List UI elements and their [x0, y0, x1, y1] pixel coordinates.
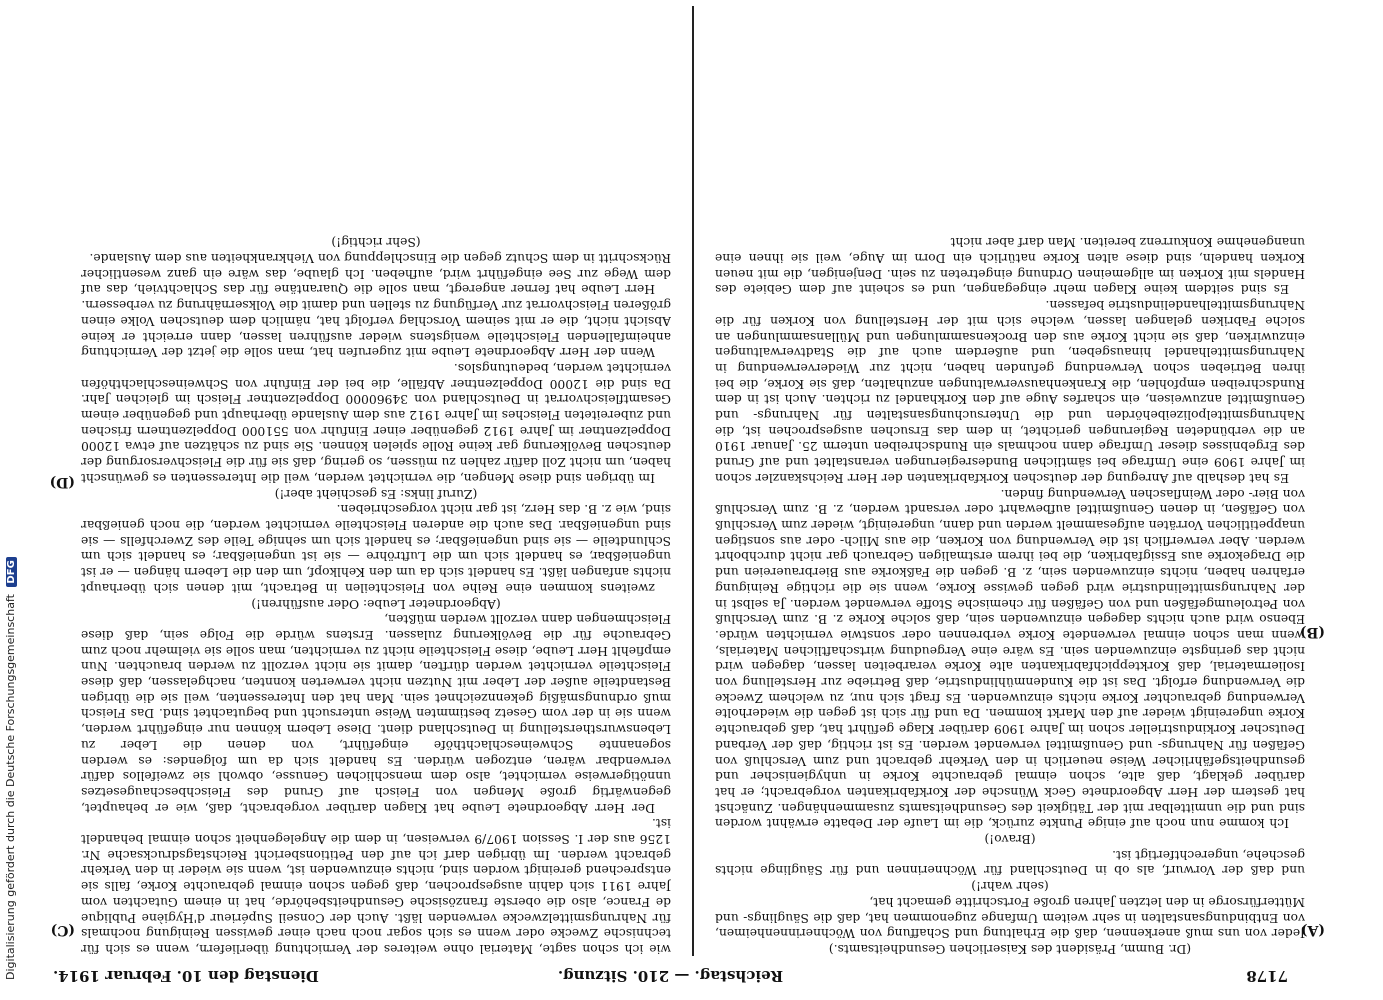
paragraph: Es sind seitdem keine Klagen mehr eingegangen, und es scheint auf dem Gebiete des Handels mit Korken im allgemeinen Ordnung eingetreten zu sein. Denjenigen, die mit neuen Korken handeln, sind diese alten Korke natürlich ein Dorn im Auge, weil sie ihnen eine unangenehme Konkurrenz bereiten. Man darf aber nicht: [715, 235, 1305, 297]
paragraph: Herr Leube hat ferner angeregt, man solle die Quarantäne für das Schlachtvieh, das auf dem Wege zur See eingeführt wird, aufheben. Ich glaube, das wäre ein ganz wesentlicher Rückschritt in dem Schutz gegen die Einschleppung von Viehkrankheiten aus dem Auslande.: [81, 251, 671, 297]
paragraph: Im übrigen sind diese Mengen, die vernichtet werden, weil die Interessenten es gewünscht haben, um nicht Zoll dafür zahlen zu müssen, so gering, daß sie für die Fleischversorgung der deutschen Bevölkerung gar keine Rolle spielen können. Sie sind zu schätzen auf etwa 12000 Doppelzentner im Jahre 1912 gegenüber einer Einfuhr von 551000 Doppelzentnern frischen und zubereiteten Fleisches im Jahre 1912 aus dem Auslande überhaupt und gegenüber einem Gesamtfleischvorrat in Deutschland von 34960000 Doppelzentner Fleisch im gleichen Jahr. Da sind die 12000 Doppelzentner Abfälle, die bei der Einfuhr von Schweineschlachthöfen vernichtet werden, bedeutungslos.: [81, 360, 671, 485]
paragraph: Es hat deshalb auf Anregung der deutschen Korkfabrikanten der Herr Reichskanzler schon im Jahre 1909 eine Umfrage bei sämtlichen Bundesregierungen veranstaltet und auf Grund des Ergebnisses dieser Umfrage dann nochmals ein Rundschreiben unterm 25. Januar 1910 an die verbündeten Regierungen gerichtet, in dem das Ersuchen ausgesprochen ist, die Nahrungsmittelpolizeibehörden und die Untersuchungsanstalten für Nahrungs- und Genußmittel anzuweisen, ein scharfes Auge auf den Korkhandel zu richten. Auch ist in dem Rundschreiben empfohlen, die Krankenhausverwaltungen anzuhalten, daß sie Korke, die bei ihren Betrieben schon Verwendung gefunden haben, nicht zur Wiederverwendung in Nahrungsmittelhandel hinausgeben, und außerdem auch auf die Stadtverwaltungen einzuwirken, daß sie nicht Korke aus den Brockensammlungen und Müllansammlungen an solche Fabriken gelangen lassen, welche sich mit der Herstellung von Korken für die Nahrungsmittelhandelindustrie befassen.: [715, 298, 1305, 485]
paragraph: (Zuruf links: Es geschieht aber!): [274, 486, 478, 501]
paragraph: (Dr. Bumm, Präsident des Kaiserlichen Gesundheitsamts.): [828, 942, 1192, 956]
credit-text: Digitalisierung gefördert durch die Deutsche Forschungsgemeinschaft: [4, 594, 17, 980]
paragraph: Wenn der Herr Abgeordnete Leube mit zugerufen hat, man solle die jetzt der Vernichtung anheimfallenden Fleischteile wenigstens wieder ausführen lassen, dann erreicht er keine Absicht nicht, die er mit seinem Vorschlag verfolgt hat, nämlich dem deutschen Volke einen größeren Fleischvorrat zur Verfügung zu stellen und damit die Volksernährung zu verbessern.: [81, 298, 671, 360]
paragraph: wie ich schon sagte, Material ohne weiteres der Vernichtung überliefern, wenn es sich für technische Zwecke oder wenn es sich sogar noch nach einer gewissen Reinigung nochmals für Nahrungsmittelzwecke verwenden läßt. Auch der Conseil Supérieur d'Hygiène Publique de France, also die oberste französische Gesundheitsbehörde, hat in einem Gutachten vom Jahre 1911 sich dahin ausgesprochen, daß gegen schon einmal gebrauchte Korke, falls sie entsprechend gereinigt worden sind, nichts einzuwenden ist, wenn sie wieder in den Verkehr gebracht werden. Im übrigen darf ich auf den Petitionsbericht Reichstagsdrucksache Nr. 1256 aus der I. Session 1907/9 verweisen, in dem die Angelegenheit schon einmal behandelt ist.: [81, 816, 671, 956]
paragraph: Der Herr Abgeordnete Leube hat Klagen darüber vorgebracht, daß, wie er behauptet, gegenwärtig große Mengen von Fleisch auf Grund des Fleischbeschaugesetzes unnötigerweise vernichtet, also dem menschlichen Genusse, obwohl sie zweifellos dafür verwendbar wären, entzogen würden. Es handelt sich da um folgendes: es werden sogenannte Schweineschlachthöfe eingeführt, von denen die Leber zu Lebenswurstherstellung in Deutschland dient. Diese Lebern können nur eingeführt werden, wenn sie in der vom Gesetz bestimmten Weise untersucht und begutachtet sind. Das Fleisch muß ordnungsmäßig gekennzeichnet sein. Man hat den Interessenten, weil sie die übrigen Bestandteile außer der Leber mit Nutzen nicht verwerten konnten, nachgelassen, daß diese Fleischteile vernichtet werden dürften, damit sie nicht verzollt zu werden brauchten. Nun empfiehlt Herr Leube, diese Fleischteile nicht zu vernichten, man solle sie vielmehr noch zum Gebrauche für die Bevölkerung zulassen. Erstens würde die Folge sein, daß diese Fleischmengen dann verzollt werden müßten,: [81, 612, 671, 815]
column-divider: [692, 6, 694, 956]
page-number: 7178: [1246, 967, 1288, 985]
paragraph: zweitens kommen eine Reihe von Fleischteilen in Betracht, mit denen sich überhaupt nichts anfangen läßt. Es handelt sich da um den Kehlkopf, um den die Lebern hängen — er ist ungenießbar, es handelt sich um die Luftröhre — sie ist ungenießbar; es handelt sich um Schlundteile — sie sind ungenießbar; es handelt sich um sehnige Teile des Zwerchfells — sie sind ungenießbar. Das auch die anderen Fleischteile vernichtet werden, die noch genießbar sind, wie z. B. das Herz, ist gar nicht vorgeschrieben.: [81, 502, 671, 595]
header-date: Dienstag den 10. Februar 1914.: [53, 967, 319, 985]
left-column: [715, 11, 1305, 956]
paragraph: (Bravo!): [984, 832, 1036, 847]
margin-mark-a: (A): [1300, 922, 1325, 938]
paragraph: und daß der Vorwurf, als ob in Deutschland für Wöchnerinnen und für Säuglinge nichts geschehe, ungerechtfertigt ist.: [715, 847, 1305, 878]
dfg-logo: DFG: [6, 557, 17, 586]
paragraph: Ich komme nun noch auf einige Punkte zurück, die im Laufe der Debatte erwähnt worden sind und die unmittelbar mit der Tätigkeit des Gesundheitsamts zusammenhängen. Zunächst hat gestern der Herr Abgeordnete Geck Wünsche der Korkfabrikanten vorgebracht; er hat darüber geklagt, daß alte, schon einmal gebrauchte Korke in unhygienischer und gesundheitsgefährlicher Weise neuerlich in den Verkehr gebracht und zum Verschluß von Gefäßen für Nahrungs- und Genußmittel verwendet werden. Es ist richtig, daß der Verband Deutscher Korkindustrieller schon im Jahre 1909 darüber Klage geführt hat, daß gebrauchte Korke ungereinigt wieder auf den Markt kommen. Da und für sich ist gegen die wiederholte Verwendung gebrauchter Korke nichts einzuwenden. Es fragt sich nur, zu welchem Zwecke die Verwendung erfolgt. Das ist die Kundenmühlindustrie, daß Betriebe zur Herstellung von Isoliermaterial, daß Korkteppichfabrikanten alte Korke verarbeiten lassen, dagegen wird nicht das geringste einzuwenden sein. Es wäre eine Vergeudung wirtschaftlichen Materials, wenn man schon einmal verwendete Korke verbrennen oder sonstwie vernichten würde. Ebenso wird auch nichts dagegen einzuwenden sein, daß solche Korke z. B. zum Verschluß von Petroleumgefäßen und von Gefäßen für chemische Stoffe verwendet werden. Ja selbst in der Nahrungsmittelindustrie wird gegen gewisse Korke, wenn sie die richtige Reinigung erfahren haben, nichts einzuwenden sein, z. B. gegen die Faßkorke aus Bierbrauereien und die Dragekorke aus Essigfabriken, die bei ihrem erstmaligen Gebrauch gar nicht durchbohrt werden. Aber verwerflich ist die Verwendung von Korken, die aus Milch- oder aus sonstigen unappetitlichen Vorräten aufgesammelt werden und dann, ungereinigt, wieder zum Verschluß von Gefäßen, in denen Genußmittel aufbewahrt oder versandt werden, z. B. zum Verschluß von Bier- oder Weinflaschen Verwendung finden.: [715, 486, 1305, 831]
paragraph: (sehr wahr!): [971, 879, 1049, 894]
margin-mark-d: (D): [49, 474, 75, 490]
margin-mark-c: (C): [50, 922, 75, 938]
paragraph: (Sehr richtig!): [331, 235, 421, 250]
right-column: [81, 11, 671, 956]
paragraph: (Abgeordneter Leube: Oder ausführen!): [251, 596, 501, 611]
running-header: [53, 961, 1288, 985]
digitization-credit: [4, 0, 22, 1000]
margin-mark-b: (B): [1299, 624, 1325, 640]
paragraph: Jeder von uns muß anerkennen, daß die Erhaltung und Schaffung von Wöchnerinnenheimen, von Entbindungsanstalten in sehr weitem Umfange zugenommen hat, daß die Säuglings- und Mütterfürsorge in den letzten Jahren große Fortschritte gemacht hat,: [715, 894, 1305, 941]
header-title: Reichstag. — 210. Sitzung.: [557, 967, 784, 985]
